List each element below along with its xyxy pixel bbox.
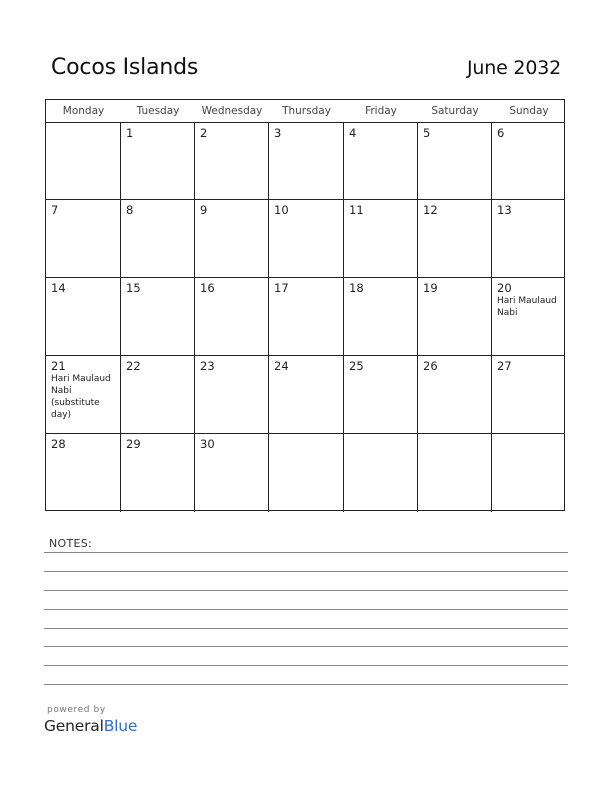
- weekday-header-row: [46, 100, 564, 123]
- day-number: 1: [126, 126, 134, 140]
- day-cell[interactable]: [121, 123, 195, 200]
- day-number: 23: [200, 359, 215, 373]
- day-cell[interactable]: [418, 278, 492, 356]
- note-line: [44, 628, 568, 629]
- day-number: 28: [51, 437, 66, 451]
- day-cell[interactable]: [195, 123, 269, 200]
- calendar-title: Cocos Islands: [51, 55, 199, 80]
- powered-by-text: powered by: [47, 705, 106, 715]
- day-cell[interactable]: [418, 123, 492, 200]
- day-number: 3: [274, 126, 282, 140]
- weekday-friday: Friday: [365, 105, 397, 117]
- day-number: 8: [126, 203, 134, 217]
- brand-blue: Blue: [103, 717, 138, 735]
- day-number: 12: [423, 203, 438, 217]
- day-cell[interactable]: [195, 200, 269, 278]
- day-cell[interactable]: [269, 278, 344, 356]
- day-cell[interactable]: [195, 356, 269, 434]
- day-cell[interactable]: [46, 123, 121, 200]
- day-cell[interactable]: [492, 123, 566, 200]
- note-line: [44, 552, 568, 553]
- day-cell[interactable]: [121, 200, 195, 278]
- day-number: 18: [349, 281, 364, 295]
- day-cell[interactable]: [121, 356, 195, 434]
- weekday-sunday: Sunday: [509, 105, 549, 117]
- day-cell[interactable]: [121, 278, 195, 356]
- day-cell[interactable]: [492, 200, 566, 278]
- day-number: 20: [497, 281, 512, 295]
- day-number: 10: [274, 203, 289, 217]
- weekday-saturday: Saturday: [431, 105, 479, 117]
- note-line: [44, 590, 568, 591]
- weekday-thursday: Thursday: [282, 105, 331, 117]
- day-number: 21: [51, 359, 66, 373]
- day-number: 2: [200, 126, 208, 140]
- day-number: 29: [126, 437, 141, 451]
- day-number: 30: [200, 437, 215, 451]
- day-cell[interactable]: [344, 434, 418, 512]
- note-line: [44, 646, 568, 647]
- brand-general: General: [44, 717, 104, 735]
- day-number: 19: [423, 281, 438, 295]
- day-cell[interactable]: [418, 200, 492, 278]
- day-cell[interactable]: [121, 434, 195, 512]
- weekday-tuesday: Tuesday: [136, 105, 180, 117]
- weekday-wednesday: Wednesday: [201, 105, 263, 117]
- day-number: 24: [274, 359, 289, 373]
- day-cell[interactable]: [195, 278, 269, 356]
- day-cell[interactable]: [195, 434, 269, 512]
- day-number: 9: [200, 203, 208, 217]
- day-cell[interactable]: [492, 356, 566, 434]
- day-number: 4: [349, 126, 357, 140]
- day-number: 17: [274, 281, 289, 295]
- day-number: 14: [51, 281, 66, 295]
- weekday-monday: Monday: [62, 105, 105, 117]
- day-cell[interactable]: [344, 356, 418, 434]
- note-line: [44, 684, 568, 685]
- day-number: 6: [497, 126, 505, 140]
- day-cell[interactable]: [269, 356, 344, 434]
- holiday-note: Hari Maulaud Nabi (substitute day): [51, 374, 111, 420]
- day-cell[interactable]: [344, 278, 418, 356]
- day-cell[interactable]: [46, 356, 121, 434]
- day-number: 25: [349, 359, 364, 373]
- day-cell[interactable]: [269, 123, 344, 200]
- day-cell[interactable]: [344, 200, 418, 278]
- brand-logo[interactable]: [44, 717, 137, 735]
- day-number: 5: [423, 126, 431, 140]
- day-number: 13: [497, 203, 512, 217]
- month-year-label: June 2032: [467, 57, 561, 79]
- day-number: 16: [200, 281, 215, 295]
- day-cell[interactable]: [418, 434, 492, 512]
- day-cell[interactable]: [269, 200, 344, 278]
- day-number: 7: [51, 203, 59, 217]
- day-cell[interactable]: [344, 123, 418, 200]
- day-number: 26: [423, 359, 438, 373]
- note-line: [44, 609, 568, 610]
- note-line: [44, 571, 568, 572]
- day-cell[interactable]: [492, 278, 566, 356]
- day-cell[interactable]: [492, 434, 566, 512]
- day-number: 22: [126, 359, 141, 373]
- holiday-note: Hari Maulaud Nabi: [497, 296, 557, 318]
- day-cell[interactable]: [46, 278, 121, 356]
- day-number: 11: [349, 203, 364, 217]
- day-cell[interactable]: [46, 434, 121, 512]
- day-cell[interactable]: [418, 356, 492, 434]
- day-number: 27: [497, 359, 512, 373]
- calendar-grid: [45, 99, 565, 511]
- notes-label: NOTES:: [49, 537, 93, 550]
- day-cell[interactable]: [46, 200, 121, 278]
- note-line: [44, 665, 568, 666]
- day-cell[interactable]: [269, 434, 344, 512]
- day-number: 15: [126, 281, 141, 295]
